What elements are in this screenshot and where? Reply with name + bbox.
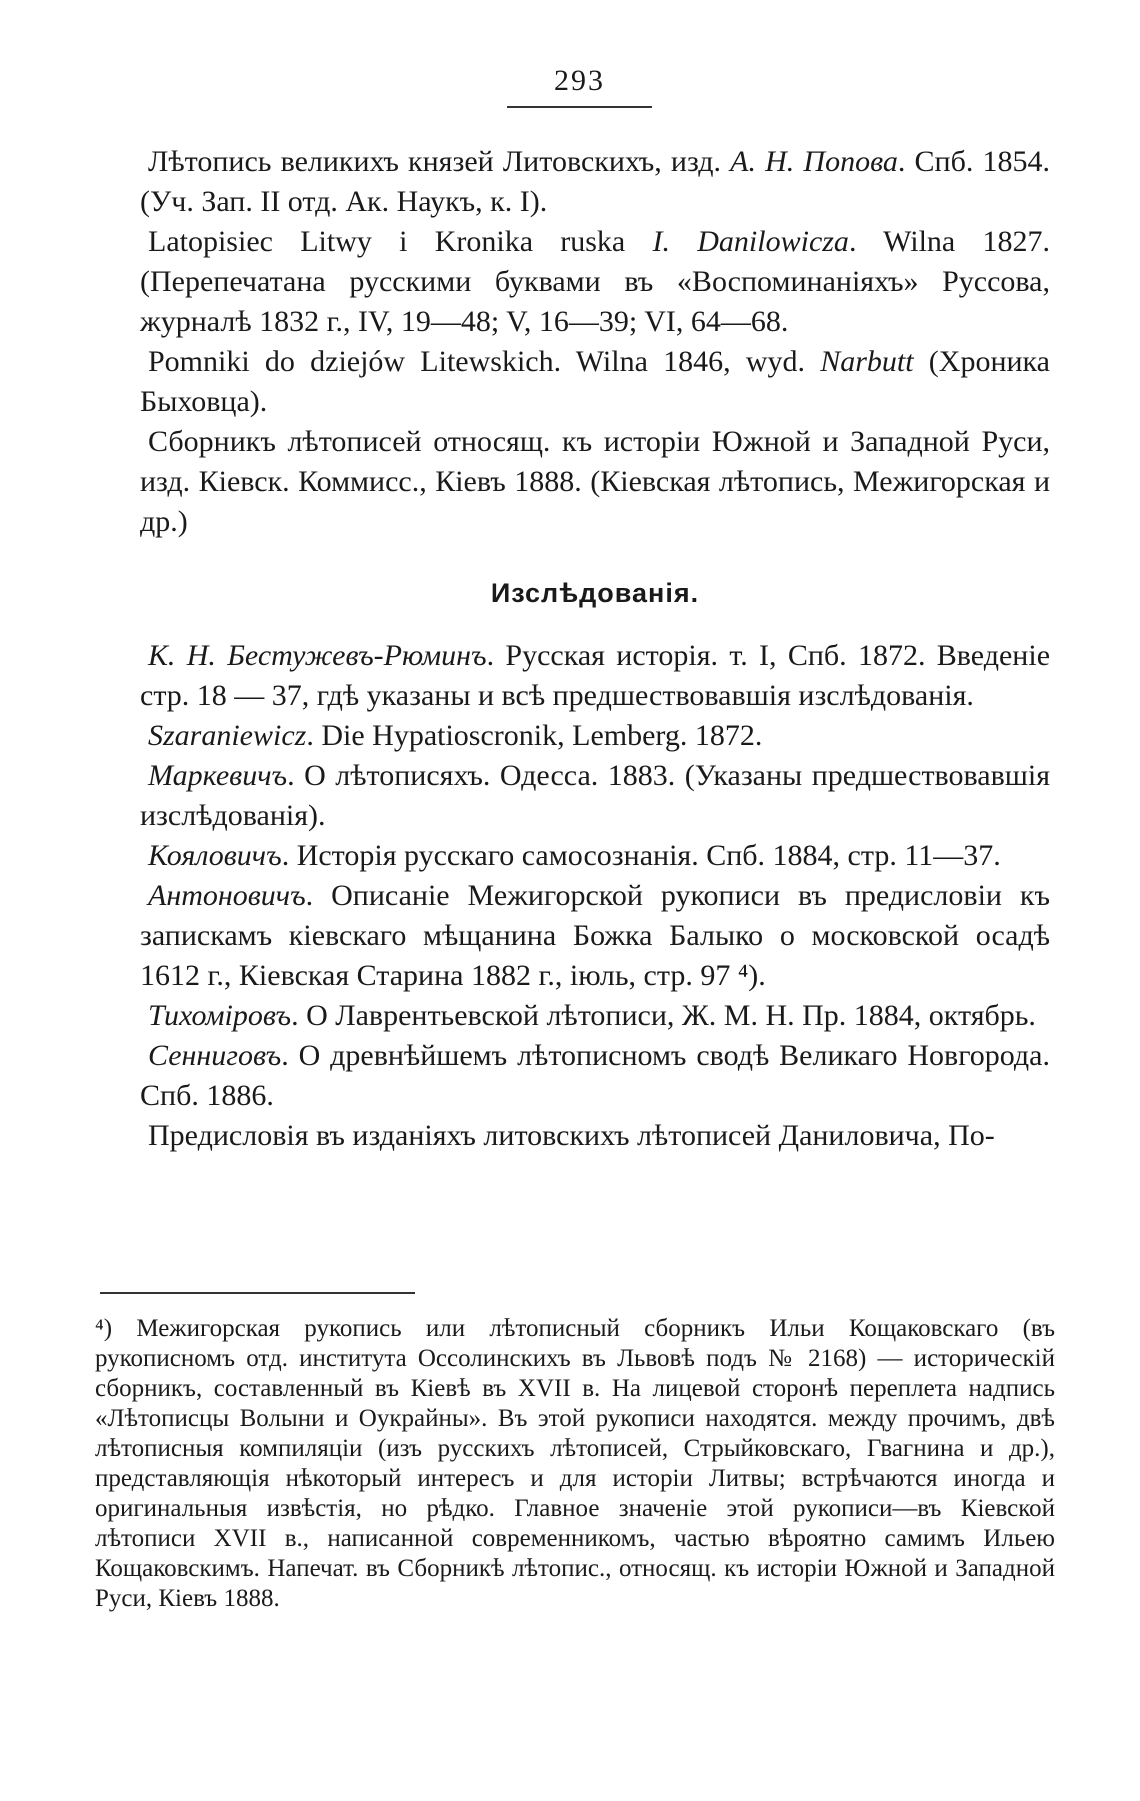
source-entry — [140, 222, 1050, 342]
study-entry — [140, 836, 1050, 876]
study-entry — [140, 876, 1050, 996]
study-entry — [140, 636, 1050, 716]
entry-text: Pomniki do dziejów Litewskich. Wilna 1846, wyd. — [148, 345, 821, 378]
entry-author: Narbutt — [820, 345, 914, 378]
entry-author: Сенниговъ — [148, 1039, 282, 1072]
entry-rest: . Исторія русскаго самосознанія. Спб. 1884, стр. 11—37. — [281, 839, 1001, 872]
entry-rest: (Хроника Быховца). — [140, 345, 1050, 418]
study-entry — [140, 1116, 1050, 1156]
study-entry — [140, 716, 1050, 756]
study-entry — [140, 756, 1050, 836]
entry-author: Маркевичъ — [148, 759, 288, 792]
entry-text: Latopisiec Litwy i Kronika ruska — [148, 225, 653, 258]
entry-author: Тихоміровъ — [148, 999, 292, 1032]
entry-text: Лѣтопись великихъ князей Литовскихъ, изд. — [148, 145, 731, 178]
source-entry — [140, 142, 1050, 222]
section-heading: Изслѣдованія. — [490, 578, 700, 608]
footnote-marker: ⁴) — [95, 1315, 113, 1342]
entry-rest: Предисловія въ изданіяхъ литовскихъ лѣтописей Даниловича, По- — [148, 1119, 995, 1152]
footnote-text: Межигорская рукопись или лѣтописный сборникъ Ильи Кощаковскаго (въ рукописномъ отд. института Оссолинскихъ въ Львовѣ подъ № 2168) — историческій сборникъ, составленный въ Кіевѣ въ XVII в. На лицевой сторонѣ переплета надпись «Лѣтописцы Волыни и Оукрайны». Въ этой рукописи находятся. между прочимъ, двѣ лѣтописныя компиляціи (изъ русскихъ лѣтописей, Стрыйковскаго, Гвагнина и др.), представляющія нѣкоторый интересъ и для исторіи Литвы; встрѣчаются иногда и оригинальныя извѣстія, но рѣдко. Главное значеніе этой рукописи—въ Кіевской лѣтописи XVII в., написанной современникомъ, частью вѣроятно самимъ Ильею Кощаковскимъ. Напечат. въ Сборникѣ лѣтопис., относящ. къ исторіи Южной и Западной Руси, Кіевъ 1888. — [95, 1315, 1056, 1612]
footnote — [95, 1314, 1055, 1614]
entry-author: К. Н. Бестужевъ-Рюминъ — [148, 639, 487, 672]
entry-text: Сборникъ лѣтописей относящ. къ исторіи Южной и Западной Руси, изд. Кіевск. Коммисс., Кіевъ 1888. (Кіевская лѣтопись, Межигорская и др.) — [140, 425, 1050, 538]
entry-rest: . О древнѣйшемъ лѣтописномъ сводѣ Великаго Новгорода. Спб. 1886. — [140, 1039, 1050, 1112]
entry-rest: . О лѣтописяхъ. Одесса. 1883. (Указаны предшествовавшія изслѣдованія). — [140, 759, 1050, 832]
study-entry — [140, 1036, 1050, 1116]
entry-rest: . О Лаврентьевской лѣтописи, Ж. М. Н. Пр. 1884, октябрь. — [291, 999, 1036, 1032]
entry-author: Кояловичъ — [148, 839, 282, 872]
sources-list — [140, 142, 1050, 542]
entry-rest: . Wilna 1827. (Перепечатана русскими буквами въ «Воспоминаніяхъ» Руссова, журналѣ 1832 г., IV, 19—48; V, 16—39; VI, 64—68. — [140, 225, 1051, 338]
page-number-rule — [507, 106, 652, 108]
entry-author: А. Н. Попова — [730, 145, 898, 178]
footnote-separator — [100, 1292, 415, 1294]
entry-rest: . Описаніе Межигорской рукописи въ предисловіи къ запискамъ кіевскаго мѣщанина Божка Балыко о московской осадѣ 1612 г., Кіевская Старина 1882 г., іюль, стр. 97 ⁴). — [140, 879, 1050, 992]
studies-list — [140, 636, 1050, 1156]
entry-author: I. Danilowicza — [652, 225, 849, 258]
entry-author: Антоновичъ — [148, 879, 306, 912]
entry-author: Szaraniewicz — [148, 719, 307, 752]
study-entry — [140, 996, 1050, 1036]
entry-rest: . Die Hypatioscronik, Lemberg. 1872. — [306, 719, 763, 752]
source-entry — [140, 342, 1050, 422]
source-entry — [140, 422, 1050, 542]
entry-rest: . Спб. 1854. (Уч. Зап. II отд. Ак. Наукъ, к. I). — [140, 145, 1051, 218]
page-number: 293 — [554, 64, 605, 97]
entry-rest: . Русская исторія. т. I, Спб. 1872. Введеніе стр. 18 — 37, гдѣ указаны и всѣ предшествовавшія изслѣдованія. — [140, 639, 1051, 712]
